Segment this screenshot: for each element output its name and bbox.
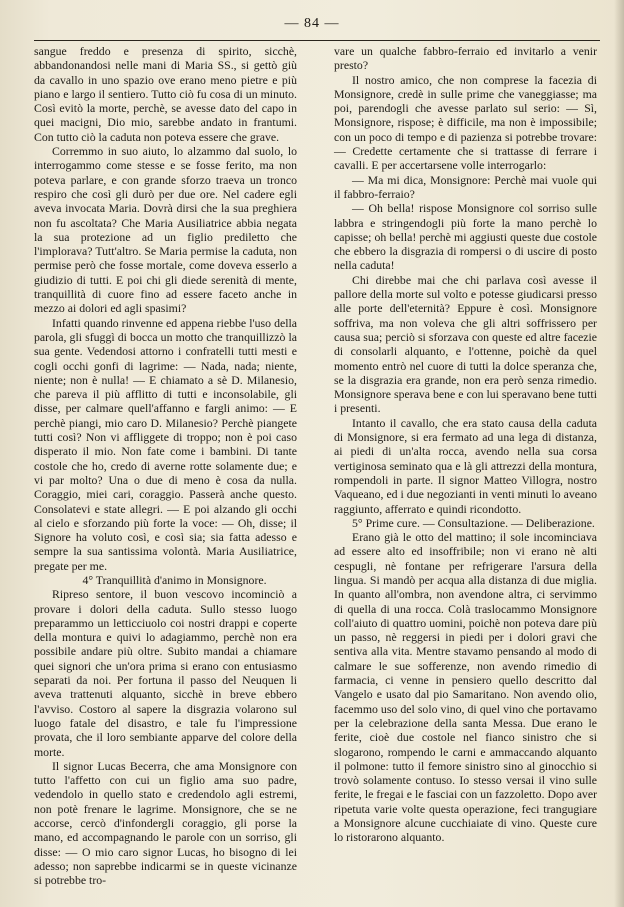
paragraph: Intanto il cavallo, che era stato causa della caduta di Monsignore, si era fermato ad una lega di distanza, ai piedi di un'alta rocca, avendo nella sua corsa vertiginosa seminato qua e là gli attrezzi della montura, rompendoli in parte. Il signor Matteo Villogra, nostro Vaqueano, ed i due negozianti in venti minuti lo aveano raggiunto, afferrato e quindi ricondotto. [334, 415, 597, 516]
section-heading-5: 5° Prime cure. — Consultazione. — Deliberazione. [352, 515, 595, 530]
left-column [34, 44, 297, 888]
paragraph: Ripreso sentore, il buon vescovo incominciò a provare i dolori della caduta. Sullo stesso luogo preparammo un letticciuolo coi nostri drappi e coperte della montura e quivi lo adagiammo, perchè non era possibile andare più oltre. Subito mandai a chiamare quei signori che un'ora prima si erano con entusiasmo separati da noi. Per fortuna il passo del Neuquen li aveva trattenuti alquanto, sicchè in breve ebbero l'avviso. Costoro al sapere la disgrazia volarono sul luogo fatale del disastro, e tale fu l'impressione provata, che il loro sembiante apparve del colore della morte. [34, 587, 297, 759]
paragraph: Il nostro amico, che non comprese la facezia di Monsignore, credè in sulle prime che vaneggiasse; ma poi, parendogli che avesse parlato sul serio: — Sì, Monsignore, rispose; è difficile, ma non è impossibile; con un poco di tempo e di pazienza si potrebbe trovare: — Credette certamente che si trattasse di ferrare i cavalli. E per accertarsene volle interrogarlo: [334, 72, 597, 173]
section-heading-4: 4° Tranquillità d'animo in Monsignore. [82, 572, 267, 587]
paragraph: — Ma mi dica, Monsignore: Perchè mai vuole qui il fabbro-ferraio? [334, 172, 597, 201]
page-number: — 84 — [284, 16, 340, 31]
header-rule [34, 40, 600, 41]
paragraph: Chi direbbe mai che chi parlava così avesse il pallore della morte sul volto e potesse giudicarsi presso alle porte dell'eternità? Eppure è così. Monsignore soffriva, ma non voleva che gli altri soffrissero per causa sua; perciò si sforzava con queste ed altre facezie di consolarli alquanto, e l'ottenne, poichè da quel momento entrò nel cuore di tutti la dolce speranza che, se la disgrazia era grande, non era però senza rimedio. Monsignore sperava bene e con lui speravano bene tutti i presenti. [334, 272, 597, 416]
paragraph: sangue freddo e presenza di spirito, sicchè, abbandonandosi nelle mani di Maria SS., si gettò giù da cavallo in uno spazio ove erano meno pietre e più piano e largo il sentiero. Tutto ciò fu cosa di un minuto. Così evitò la morte, perchè, se avesse dato del capo in quei macigni, Dio mio, sarebbe andato in frantumi. Con tutto ciò la caduta non poteva essere che grave. [34, 44, 297, 144]
right-column [334, 44, 597, 845]
paragraph: Il signor Lucas Becerra, che ama Monsignore con tutto l'affetto con cui un figlio ama suo padre, vedendolo in quello stato e credendolo agli estremi, non potè frenare le lagrime. Monsignore, che se ne accorse, cercò d'infondergli coraggio, gli porse la mano, ed accompagnando le parole con un sorriso, gli disse: — O mio caro signor Lucas, ho bisogno di lei adesso; non saprebbe indicarmi se in queste vicinanze si potrebbe tro- [34, 758, 297, 888]
paragraph: — Oh bella! rispose Monsignore col sorriso sulle labbra e stringendogli più forte la mano perchè lo capisse; oh bella! perchè mi aggiusti queste due costole che ebbero la disgrazia di rompersi o di uscire di posto nella caduta! [334, 201, 597, 273]
paragraph: Corremmo in suo aiuto, lo alzammo dal suolo, lo interrogammo come stesse e se fosse ferito, ma non poteva parlare, e con grande sforzo traeva un tronco respiro che così gli durò per due ore. Nel cadere egli aveva invocata Maria. Dovrà dirsi che la sua preghiera non fu ascoltata? Che Maria Ausiliatrice abbia negata la sua protezione ad un figlio prediletto che l'implorava? Tutt'altro. Se Maria permise la caduta, non permise però che fosse mortale, come doveva esserlo a giudizio di tutti. E poi chi gli diede serenità di mente, tranquillità di cuore fino ad essere faceto anche in mezzo ai dolori ed agli spasimi? [34, 144, 297, 316]
page-edge-shadow [614, 0, 624, 907]
paragraph: vare un qualche fabbro-ferraio ed invitarlo a venir presto? [334, 44, 597, 73]
paragraph: Erano già le otto del mattino; il sole incominciava ad essere alto ed insoffribile; non vi erano nè alti cespugli, nè fontane per refrigerare l'arsura della lingua. Si mandò per acqua alla distanza di due miglia. In quanto all'ombra, non avendone altra, ci servimmo di quella di una rocca. Colà traslocammo Monsignore coll'aiuto di quattro uomini, poichè non poteva dare più un passo, nè reggersi in piedi per i dolori gravi che sentiva alla vita. Mentre stavamo pensando al modo di calmare le sue sofferenze, non avendo rimedio di farmacia, ci venne in pensiero quello descritto dal Vangelo e usato dal pio Samaritano. Non avendo olio, facemmo uso del solo vino, di quel vino che portavamo per la celebrazione della santa Messa. Due erano le ferite, cioè due costole nel fianco sinistro che si slogarono, rompendo le carni e ammaccando alquanto il polmone: tutto il femore sinistro sino al ginocchio si trovò solamente contuso. Io stesso versai il vino sulle ferite, le fregai e le fasciai con un fazzoletto. Dopo aver ripetuta varie volte questa operazione, feci trangugiare a Monsignore alcune cucchiaiate di vino. Queste cure lo ristorarono alquanto. [334, 530, 597, 845]
paragraph: Infatti quando rinvenne ed appena riebbe l'uso della parola, gli sfuggì di bocca un motto che tranquillizzò la sua gente. Vedendosi attorno i confratelli tutti mesti e cogli occhi gonfi di lagrime: — Nada, nada; niente, niente; non è nulla! — E chiamato a sè D. Milanesio, che pareva il più afflitto di tutti e inconsolabile, gli disse, per calmare quell'affanno e fargli animo: — E perchè piangi, mio caro D. Milanesio? Perchè piangete tutti così? Non vi affliggete di troppo; non è poi caso disperato il mio. Non fate come i bambini. Di tante costole che ho, credo di averne rotte solamente due; e vi par molto? Una o due di meno è cosa da nulla. Coraggio, miei cari, coraggio. Passerà anche questo. Consolatevi e state allegri. — E poi alzando gli occhi al cielo e sforzando più forte la voce: — Oh, disse; il Signore ha voluto così, e così sia; sia fatta adesso e sempre la sua santissima volontà. Maria Ausiliatrice, pregate per me. [34, 315, 297, 573]
